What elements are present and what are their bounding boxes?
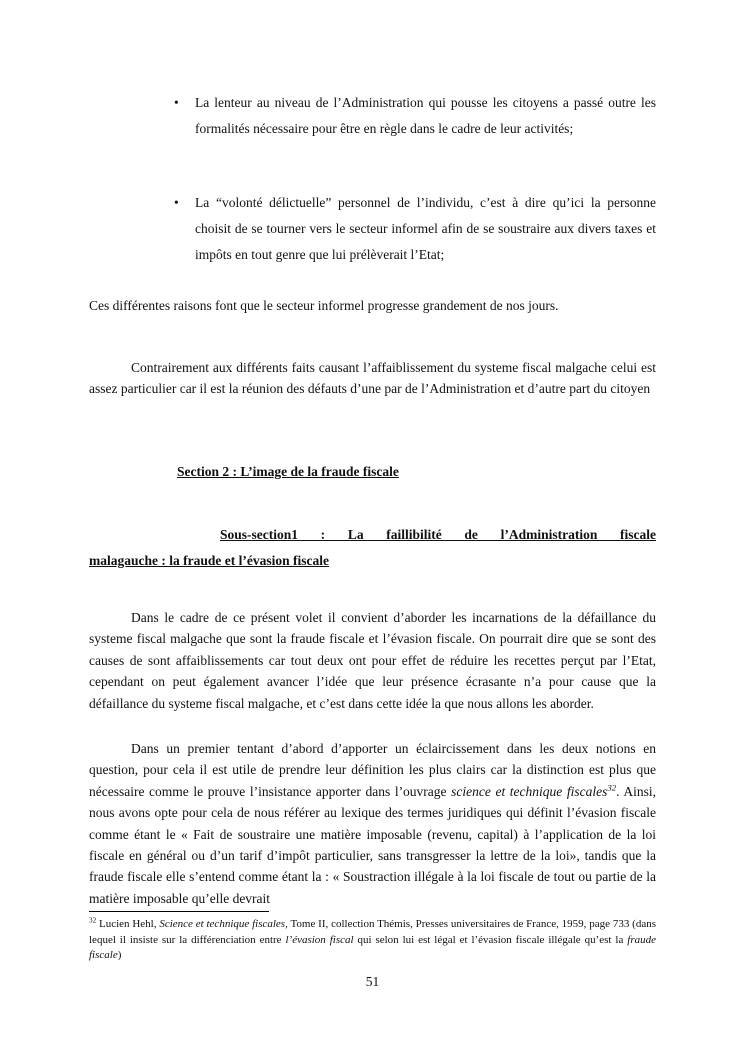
footnote-text: Tome II, collection Thémis, Presses universitaires de France, 1959, page 733 (dans lequel il insiste sur la différenciation entre <box>89 918 656 946</box>
footnote-author: Lucien Hehl, <box>96 918 160 930</box>
book-title: science et technique fiscales <box>451 783 608 799</box>
bullet-dot-icon: • <box>174 95 179 110</box>
section-heading: Section 2 : L’image de la fraude fiscale <box>177 464 399 479</box>
paragraph-first-part1: Dans un premier tentant d’abord d’apporter un éclaircissement dans les deux notions en question, pour cela il est utile de prendre leur définition les plus clairs car la distinction est plus que nécessaire comme le prouve l’insistance apporter dans l’ouvrage <box>89 741 656 799</box>
page-number: 51 <box>365 974 380 989</box>
paragraph-framework: Dans le cadre de ce présent volet il convient d’aborder les incarnations de la défaillance du systeme fiscal malgache que sont la fraude fiscale et l’évasion fiscale. On pourrait dire que se sont des causes de sont affaiblissements car tout deux ont pour effet de réduire les recettes perçut par l’Etat, cependant on peut également avancer l’idée que leur présence écrasante n’a pour cause que la défaillance du systeme fiscal malgache, et c’est dans cette idée la que nous allons les aborder. <box>89 610 656 711</box>
footnote-title: Science et technique fiscales, <box>159 918 288 930</box>
footnote-divider <box>89 911 269 912</box>
footnote-term: l’évasion fiscal <box>285 933 354 946</box>
footnote-term: fraude fiscale <box>89 933 657 961</box>
paragraph-first <box>89 738 656 909</box>
subsection-heading-line1: Sous-section1 : La faillibilité de l’Administration fiscale <box>220 527 656 542</box>
paragraph-contrary: Contrairement aux différents faits causant l’affaiblissement du systeme fiscal malgache celui est assez particulier car il est la réunion des défauts d’une par de l’Administration et d’autre part du citoyen <box>89 360 656 396</box>
bullet-text: La “volonté délictuelle” personnel de l’individu, c’est à dire qu’ici la personne choisit de se tourner vers le secteur informel afin de se soustraire aux divers taxes et impôts en tout genre que lui prélèverait l’Etat; <box>195 195 656 262</box>
subsection-heading <box>89 522 656 574</box>
footnote-ref[interactable]: 32 <box>607 782 617 793</box>
bullet-item <box>174 90 656 142</box>
footnote-text: qui selon lui est légal et l’évasion fiscale illégale qu’est la <box>353 933 628 946</box>
footnote-text: ) <box>117 949 122 961</box>
bullet-dot-icon: • <box>174 195 179 210</box>
bullet-text: La lenteur au niveau de l’Administration qui pousse les citoyens a passé outre les formalités nécessaire pour être en règle dans le cadre de leur activités; <box>195 95 656 136</box>
subsection-heading-line2: malagauche : la fraude et l’évasion fiscale <box>89 553 329 568</box>
footnote-number: 32 <box>89 916 97 925</box>
bullet-item <box>174 190 656 268</box>
footnote <box>89 917 656 964</box>
paragraph-reasons: Ces différentes raisons font que le secteur informel progresse grandement de nos jours. <box>89 298 559 313</box>
paragraph-first-part2: . Ainsi, nous avons opte pour cela de nous référer au lexique des termes juridiques qui définit l’évasion fiscale comme étant le « Fait de soustraire une matière imposable (revenu, capital) à l’application de la loi fiscale en général ou d’un tarif d’impôt particulier, sans transgresser la lettre de la loi», tandis que la fraude fiscale elle s’entend comme étant la : « Soustraction illégale à la loi fiscale de tout ou partie de la matière imposable qu’elle devrait <box>89 783 656 906</box>
